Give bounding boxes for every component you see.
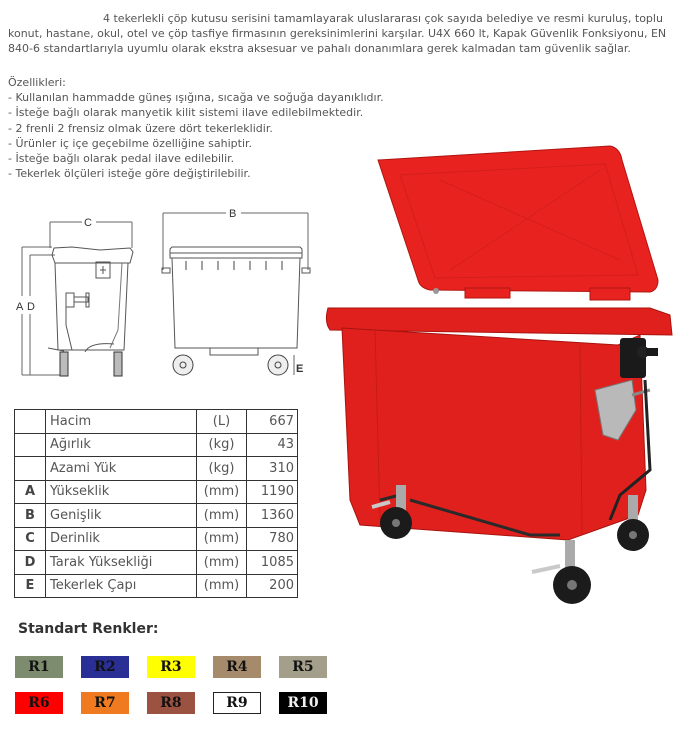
row-value: 43 [247,433,298,457]
feature-item: - Kullanılan hammadde güneş ışığına, sıcağa ve soğuğa dayanıklıdır. [8,91,384,105]
bin-lid [378,146,658,292]
front-body [172,258,300,348]
feature-item: - Tekerlek ölçüleri isteğe göre değiştirilebilir. [8,167,251,181]
row-unit: (mm) [197,574,247,598]
row-value: 310 [247,457,298,481]
wheel [553,540,591,604]
row-letter [15,410,46,434]
color-swatch-r10: R10 [279,692,327,714]
color-swatch-r4: R4 [213,656,261,678]
row-value: 200 [247,574,298,598]
row-value: 667 [247,410,298,434]
row-name: Tekerlek Çapı [46,574,197,598]
front-wheel-left [173,355,193,375]
front-wheel-right [268,355,288,375]
row-letter: C [15,527,46,551]
table-row [15,504,298,528]
product-image-red-bin [320,140,695,620]
label-a: A [16,301,24,313]
color-swatch-r7: R7 [81,692,129,714]
row-value: 1190 [247,480,298,504]
row-letter: A [15,480,46,504]
bin-body [342,328,646,540]
table-row [15,527,298,551]
table-row [15,433,298,457]
table-row [15,410,298,434]
color-swatch-r6: R6 [15,692,63,714]
feature-item: - İsteğe bağlı olarak manyetik kilit sistemi ilave edilebilmektedir. [8,106,364,120]
table-row [15,457,298,481]
row-name: Azami Yük [46,457,197,481]
color-swatch-r1: R1 [15,656,63,678]
side-handle-block [66,293,74,307]
row-name: Derinlik [46,527,197,551]
row-value: 1085 [247,551,298,575]
feature-item: - İsteğe bağlı olarak pedal ilave edilebilir. [8,152,235,166]
intro-paragraph [8,11,693,56]
feature-item: - 2 frenli 2 frensiz olmak üzere dört tekerleklidir. [8,121,273,135]
side-pedal-bar [110,263,122,348]
color-swatch-r3: R3 [147,656,195,678]
color-swatch-r9: R9 [213,692,261,714]
row-unit: (mm) [197,480,247,504]
row-letter: D [15,551,46,575]
row-letter: B [15,504,46,528]
row-unit: (mm) [197,504,247,528]
lid-pin [433,288,439,294]
row-letter [15,457,46,481]
magnetic-lock [620,338,646,378]
row-unit: (L) [197,410,247,434]
color-swatch-r2: R2 [81,656,129,678]
row-unit: (kg) [197,457,247,481]
row-value: 780 [247,527,298,551]
intro-text: 4 tekerlekli çöp kutusu serisini tamamlayarak uluslararası çok sayıda belediye ve resmi kuruluş, toplu konut, hastane, okul, otel ve çöp tasfiye firmasının gereksinimlerini karşılar. U4X 660 lt, Kapak Güvenlik Fonksiyonu, EN 840-6 standartlarıyla uyumlu olarak ekstra aksesuar ve pahalı donanımlara gerek kalmadan tam güvenlik sağlar. [8,12,667,55]
side-handle-rod [66,296,72,350]
row-name: Ağırlık [46,433,197,457]
table-row [15,574,298,598]
row-name: Yükseklik [46,480,197,504]
standard-colors-title: Standart Renkler: [18,621,159,637]
row-name: Genişlik [46,504,197,528]
feature-item: - Ürünler iç içe geçebilme özelliğine sahiptir. [8,136,253,150]
side-wheel [114,352,122,376]
row-unit: (mm) [197,527,247,551]
specs-table [14,409,298,598]
row-unit: (kg) [197,433,247,457]
color-swatch-r8: R8 [147,692,195,714]
label-d: D [27,301,35,313]
row-name: Hacim [46,410,197,434]
row-unit: (mm) [197,551,247,575]
row-name: Tarak Yüksekliği [46,551,197,575]
label-e: E [296,363,304,375]
label-b: B [229,208,237,220]
color-swatch-r5: R5 [279,656,327,678]
label-c: C [84,217,92,229]
row-letter [15,433,46,457]
front-trunnion-right [302,268,310,273]
table-row [15,480,298,504]
side-lid [52,247,133,263]
dimension-diagram [0,200,320,390]
features-title: Özellikleri: [8,76,66,89]
table-row [15,551,298,575]
row-value: 1360 [247,504,298,528]
side-wheel [60,352,68,376]
front-handle [210,348,258,355]
row-letter: E [15,574,46,598]
